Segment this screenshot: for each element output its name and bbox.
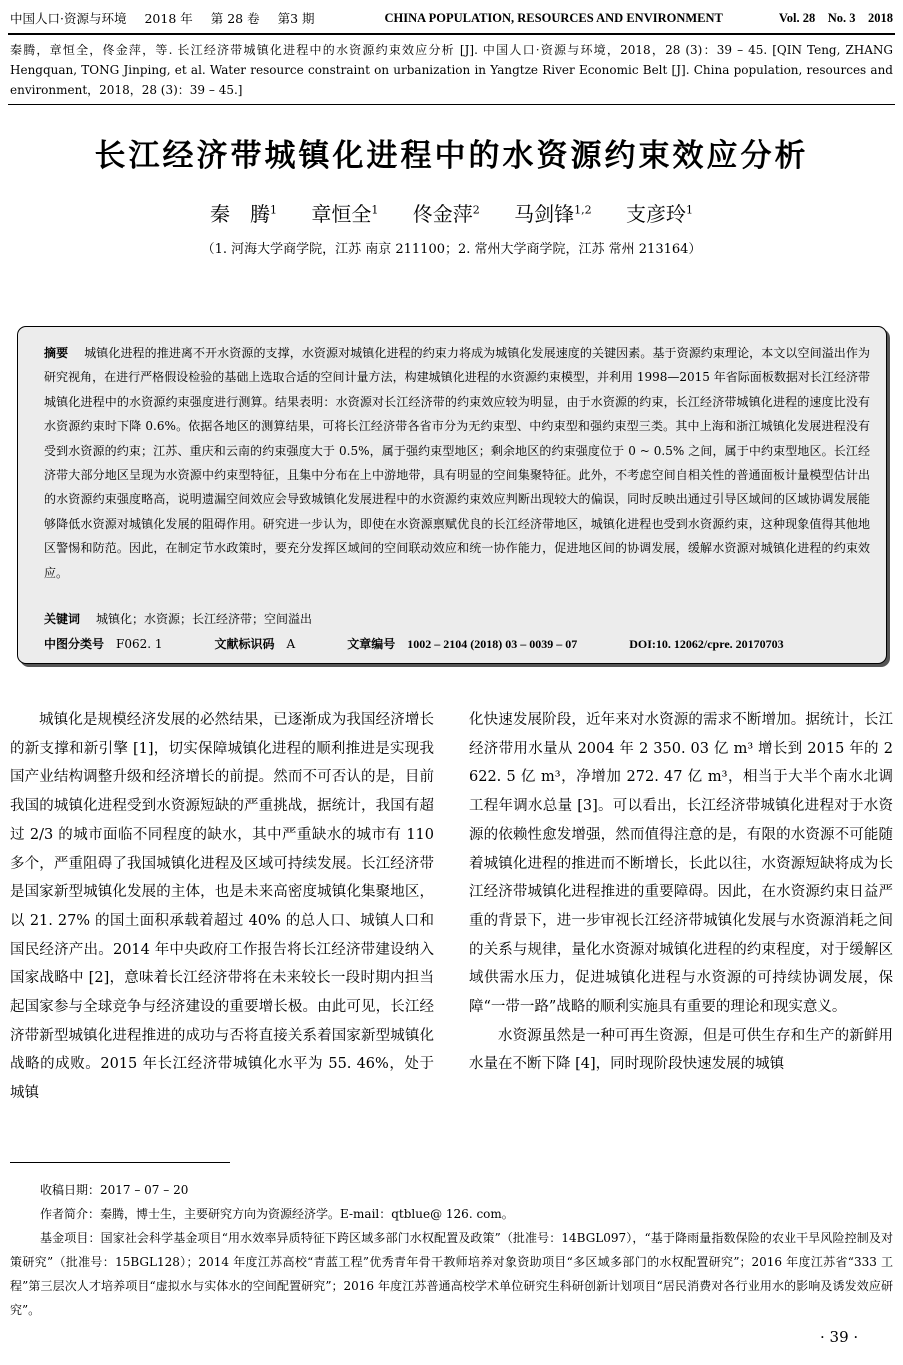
citation: 秦腾，章恒全，佟金萍，等. 长江经济带城镇化进程中的水资源约束效应分析 [J]. 中国人口·资源与环境，2018，28 (3)：39 – 45. [QIN Teng, ZHANG Hengquan, TONG Jinping, et al. Water resource constraint on urbanization in Yangtze River Economic Belt [J]. China population, resources and environment，2018，28 (3)：39 – 45.] [10, 43, 893, 97]
volume-en: Vol. 28 [778, 10, 816, 25]
author: 马剑锋$^{1,2}$ [514, 202, 592, 226]
clc-label: 中图分类号 [44, 637, 105, 651]
citation-rule [8, 104, 895, 105]
keywords-label: 关键词 [44, 612, 81, 626]
funding-info: 基金项目：国家社会科学基金项目“用水效率异质特征下跨区域多部门水权配置及政策”（批准号：14BGL097），“基于降雨量指数保险的农业干旱风险控制及对策研究”（批准号：15BGL128）；2014 年度江苏高校“青蓝工程”优秀青年骨干教师培养对象资助项目“多区域多部门的水权配置研究”；2016 年度江苏省“333 工程”第三层次人才培养项目“虚拟水与实体水的空间配置研究”；2016 年度江苏普通高校学术单位研究生科研创新计划项目“居民消费对各行业用水的影响及诱发效应研究”。 [10, 1231, 893, 1317]
received-date: 收稿日期：2017 – 07 – 20 [40, 1183, 189, 1197]
year-en: 2018 [868, 10, 893, 25]
author: 佟金萍$^2$ [412, 202, 480, 226]
clc-value: F062. 1 [116, 637, 163, 651]
author-list [0, 198, 903, 227]
author-info: 作者简介：秦腾，博士生，主要研究方向为资源经济学。E-mail：qtblue@ 126. com。 [40, 1207, 514, 1221]
abstract-text: 城镇化进程的推进离不开水资源的支撑，水资源对城镇化进程的约束力将成为城镇化发展速度的关键因素。基于资源约束理论，本文以空间溢出作为研究视角，在进行严格假设检验的基础上选取合适的空间计量方法，构建城镇化进程的水资源约束模型，并利用 1998—2015 年省际面板数据对长江经济带城镇化进程中的水资源约束强度进行测算。结果表明：水资源对长江经济带的约束效应较为明显，由于水资源的约束，长江经济带城镇化进程的速度比没有水资源约束时下降 0.6%。依据各地区的测算结果，可将长江经济带各省市分为无约束型、中约束型和强约束型三类。其中上海和浙江城镇化发展进程没有受到水资源的约束；江苏、重庆和云南的约束强度大于 0.5%，属于强约束型地区；剩余地区的约束强度位于 0 ~ 0.5% 之间，属于中约束型地区。长江经济带大部分地区呈现为水资源中约束型特征，且集中分布在上中游地带，具有明显的空间集聚特征。此外，不考虑空间自相关性的普通面板计量模型估计出的水资源约束强度略高，说明遗漏空间效应会导致城镇化发展进程中的水资源约束效应判断出现较大的偏误，同时反映出通过引导区域间的区域协调发展能够降低水资源对城镇化发展的阻碍作用。研究进一步认为，即使在水资源禀赋优良的长江经济带地区，城镇化进程也受到水资源约束，这种现象值得其他地区警惕和防范。因此，在制定节水政策时，要充分发挥区域间的空间联动效应和统一协作能力，促进地区间的协调发展，缓解水资源对城镇化进程的约束效应。 [44, 346, 870, 580]
doi: DOI:10. 12062/cpre. 20170703 [629, 637, 784, 651]
paragraph: 化快速发展阶段，近年来对水资源的需求不断增加。据统计，长江经济带用水量从 2004 年 2 350. 03 亿 m³ 增长到 2015 年的 2 622. 5 亿 m³，净增加 272. 47 亿 m³，相当于大半个南水北调工程年调水总量 [3]。可以看出，长江经济带城镇化进程对于水资源的依赖性愈发增强，然而值得注意的是，有限的水资源不可能随着城镇化进程的推进而不断增长，长此以往，水资源短缺将成为长江经济带城镇化进程推进的重要障碍。因此，在水资源约束日益严重的背景下，进一步审视长江经济带城镇化发展与水资源消耗之间的关系与规律，量化水资源对城镇化进程的约束程度，对于缓解区域供需水压力，促进城镇化进程与水资源的可持续协调发展，保障“一带一路”战略的顺利实施具有重要的理论和现实意义。 [469, 712, 893, 1016]
body-column-right [469, 706, 893, 1079]
keywords [44, 607, 870, 631]
paragraph: 水资源虽然是一种可再生资源，但是可供生存和生产的新鲜用水量在不断下降 [4]，同时现阶段快速发展的城镇 [469, 1027, 893, 1073]
body-column-left [10, 706, 434, 1108]
article-no-label: 文章编号 [347, 637, 396, 651]
classification-line [44, 632, 870, 656]
issue-cn: 第3 期 [277, 11, 315, 26]
author: 章恒全$^1$ [311, 202, 379, 226]
keywords-text: 城镇化；水资源；长江经济带；空间溢出 [96, 612, 313, 626]
author: 秦 腾$^1$ [210, 202, 278, 226]
volume-cn: 第 28 卷 [210, 11, 260, 26]
journal-name-en: CHINA POPULATION, RESOURCES AND ENVIRONMENT [384, 10, 723, 25]
abstract [44, 341, 870, 585]
affiliation: （1. 河海大学商学院，江苏 南京 211100；2. 常州大学商学院，江苏 常州 213164） [201, 242, 702, 257]
article-no-value: 1002 – 2104 (2018) 03 – 0039 – 07 [407, 637, 578, 651]
running-header [10, 4, 893, 32]
journal-name-cn: 中国人口·资源与环境 [10, 11, 127, 26]
page-number: · 39 · [820, 1328, 859, 1346]
abstract-label: 摘要 [44, 346, 69, 360]
header-rule [8, 33, 895, 35]
doc-code-value: A [286, 637, 296, 651]
paper-title: 长江经济带城镇化进程中的水资源约束效应分析 [94, 138, 809, 174]
footnote-rule [10, 1162, 230, 1163]
footnotes [10, 1178, 893, 1322]
number-en: No. 3 [827, 10, 856, 25]
doc-code-label: 文献标识码 [214, 637, 275, 651]
author: 支彦玲$^1$ [625, 202, 693, 226]
year-cn: 2018 年 [144, 11, 193, 26]
paragraph: 城镇化是规模经济发展的必然结果，已逐渐成为我国经济增长的新支撑和新引擎 [1]，切实保障城镇化进程的顺利推进是实现我国产业结构调整升级和经济增长的前提。然而不可否认的是，目前我国的城镇化进程受到水资源短缺的严重挑战，据统计，我国有超过 2/3 的城市面临不同程度的缺水，其中严重缺水的城市有 110 多个，严重阻碍了我国城镇化进程及区域可持续发展。长江经济带是国家新型城镇化发展的主体，也是未来高密度城镇化集聚地区，以 21. 27% 的国土面积承载着超过 40% 的总人口、城镇人口和国民经济产出。2014 年中央政府工作报告将长江经济带建设纳入国家战略中 [2]，意味着长江经济带将在未来较长一段时期内担当起国家参与全球竞争与经济建设的重要增长极。由此可见，长江经济带新型城镇化进程推进的成功与否将直接关系着国家新型城镇化战略的成败。2015 年长江经济带城镇化水平为 55. 46%，处于城镇 [10, 712, 434, 1102]
